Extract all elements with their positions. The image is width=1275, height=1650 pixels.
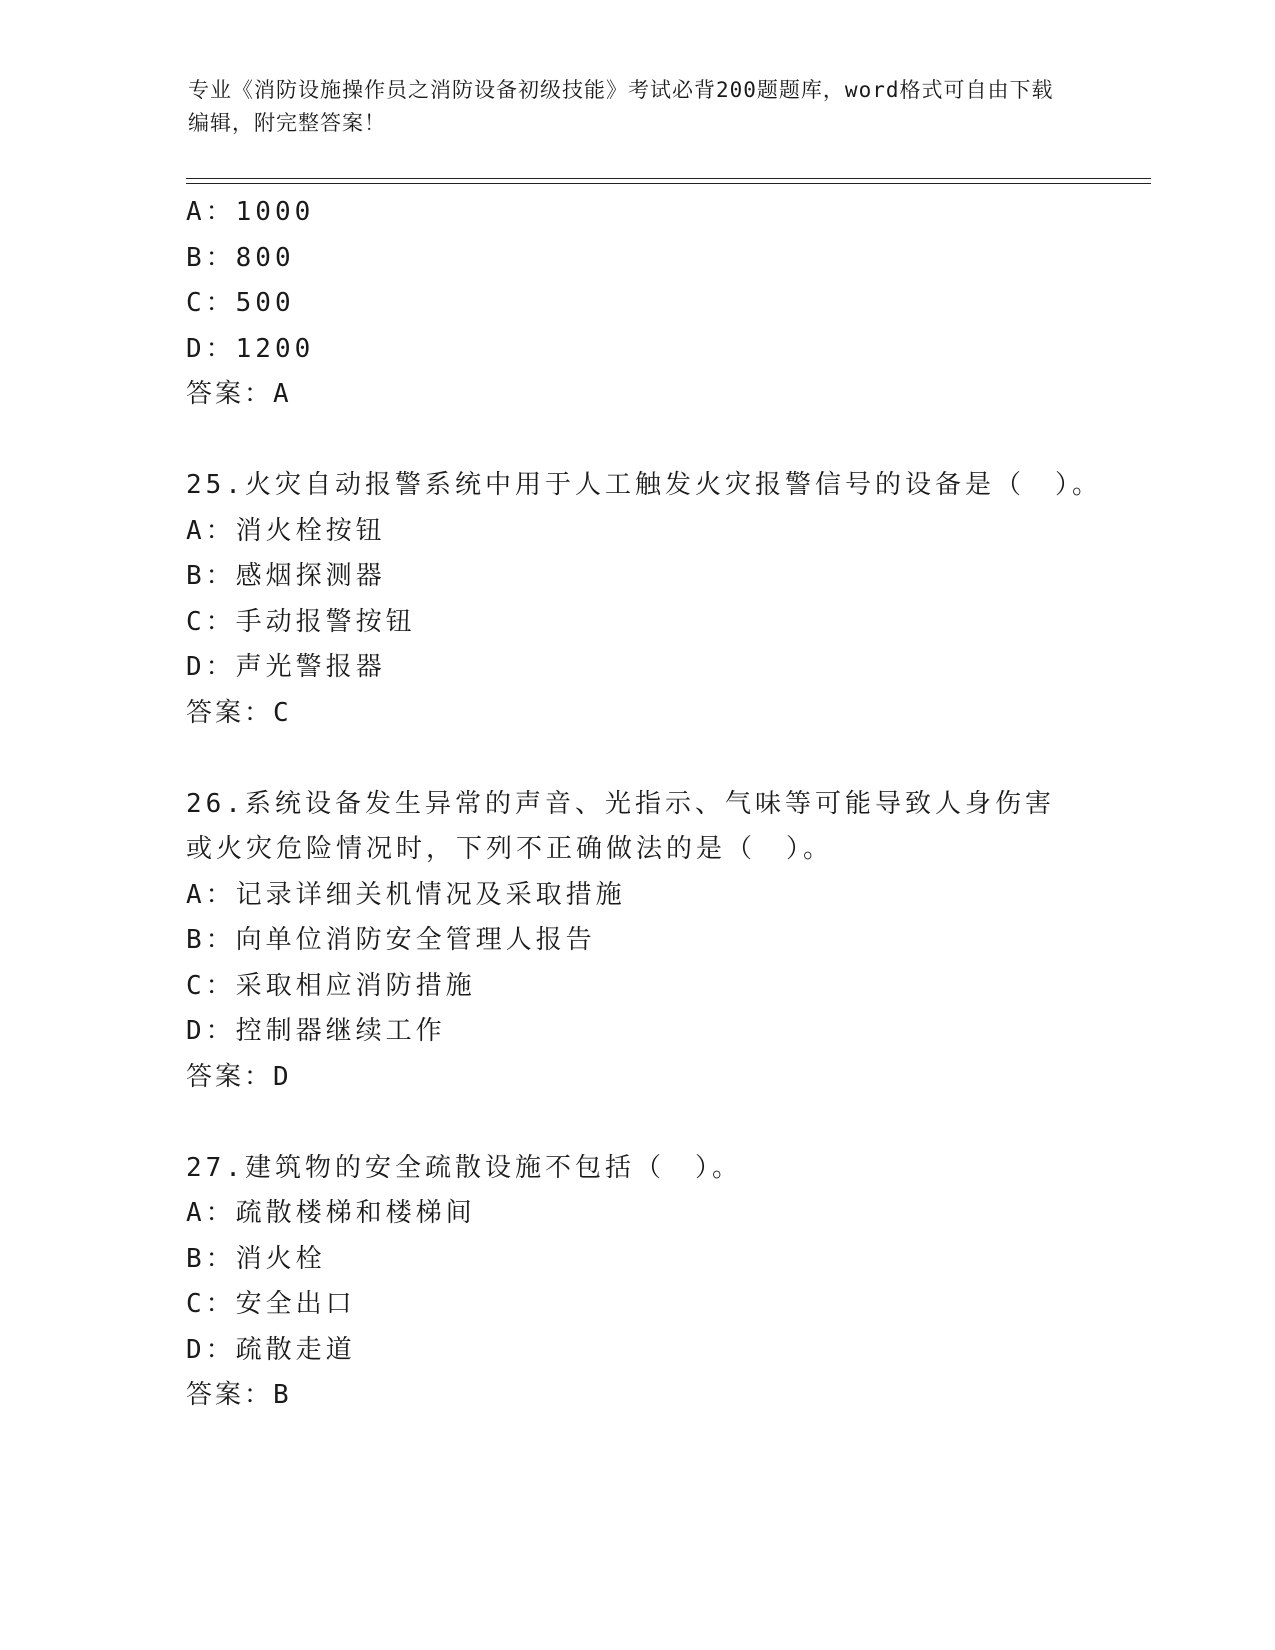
option-d: D：疏散走道 [186, 1334, 356, 1365]
option-a: A：记录详细关机情况及采取措施 [186, 879, 626, 910]
question-text: 27.建筑物的安全疏散设施不包括（ ）。 [186, 1152, 742, 1183]
option-b: B：800 [186, 242, 295, 273]
option-c: C：采取相应消防措施 [186, 970, 476, 1001]
option-a: A：消火栓按钮 [186, 515, 386, 546]
option-b: B：消火栓 [186, 1243, 326, 1274]
spacer [186, 1100, 1086, 1146]
document-header: 专业《消防设施操作员之消防设备初级技能》考试必背200题题库，word格式可自由下载编辑，附完整答案！ [188, 78, 1054, 135]
option-d: D：声光警报器 [186, 652, 386, 682]
option-b: B：向单位消防安全管理人报告 [186, 925, 596, 955]
question-block-25 [186, 463, 1102, 736]
answer-line: 答案：B [186, 1380, 292, 1410]
option-d: D：控制器继续工作 [186, 1016, 446, 1046]
answer-line: 答案：D [186, 1061, 292, 1092]
answer-line: 答案：A [186, 379, 292, 409]
option-c: C：手动报警按钮 [186, 606, 416, 637]
option-d: D：1200 [186, 333, 315, 364]
header-divider-bottom [186, 183, 1151, 184]
option-c: C：500 [186, 288, 295, 318]
question-block-26 [186, 782, 1086, 1101]
question-text: 25.火灾自动报警系统中用于人工触发火灾报警信号的设备是（ ）。 [186, 470, 1102, 500]
answer-line: 答案：C [186, 697, 292, 728]
spacer [186, 736, 1086, 782]
option-a: A：1000 [186, 197, 315, 227]
question-block-continued [186, 190, 1086, 418]
option-a: A：疏散楼梯和楼梯间 [186, 1198, 476, 1228]
question-text: 26.系统设备发生异常的声音、光指示、气味等可能导致人身伤害或火灾危险情况时，下列不正确做法的是（ ）。 [186, 788, 1055, 864]
spacer [186, 418, 1086, 464]
question-block-27 [186, 1146, 1086, 1419]
header-divider-top [186, 178, 1151, 179]
option-c: C：安全出口 [186, 1289, 356, 1319]
question-list [186, 190, 1102, 1419]
option-b: B：感烟探测器 [186, 561, 386, 591]
